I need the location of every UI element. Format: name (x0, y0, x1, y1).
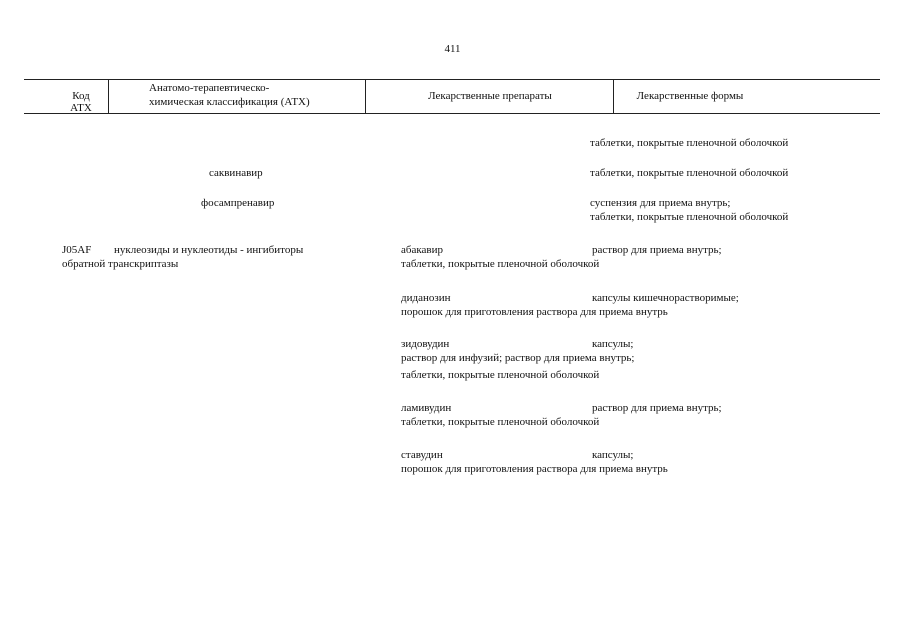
header-classification-line2: химическая классификация (АТХ) (149, 96, 310, 108)
continuation-form: таблетки, покрытые пленочной оболочкой (590, 137, 789, 149)
drug-name-saquinavir: саквинавир (209, 167, 263, 179)
header-divider-1 (108, 80, 109, 113)
drug-name-fosamprenavir: фосампренавир (201, 197, 275, 209)
drug-name-stavudine: ставудин (401, 449, 443, 461)
header-top-rule (24, 79, 880, 80)
header-forms: Лекарственные формы (636, 90, 744, 102)
drug-name-lamivudine: ламивудин (401, 402, 452, 414)
drug-name-abacavir: абакавир (401, 244, 444, 256)
page-number: 411 (444, 43, 461, 55)
drug-form-fosamprenavir-line1: суспензия для приема внутрь; (590, 197, 731, 209)
header-code-line2: АТХ (70, 102, 92, 114)
header-code-line1: Код (72, 90, 90, 102)
header-divider-3 (613, 80, 614, 113)
drug-form-zidovudine-line2: раствор для инфузий; раствор для приема внутрь; (401, 352, 635, 364)
drug-form-didanosine-line1: капсулы кишечнорастворимые; (592, 292, 739, 304)
drug-name-didanosine: диданозин (401, 292, 451, 304)
drug-form-didanosine-line2: порошок для приготовления раствора для приема внутрь (401, 306, 668, 318)
drug-form-fosamprenavir-line2: таблетки, покрытые пленочной оболочкой (590, 211, 789, 223)
header-bottom-rule (24, 113, 880, 114)
drug-form-stavudine-line1: капсулы; (592, 449, 634, 461)
header-classification-line1: Анатомо-терапевтическо- (149, 82, 270, 94)
header-divider-2 (365, 80, 366, 113)
drug-form-abacavir-line2: таблетки, покрытые пленочной оболочкой (401, 258, 600, 270)
group-name-line1: нуклеозиды и нуклеотиды - ингибиторы (114, 244, 304, 256)
header-drugs: Лекарственные препараты (428, 90, 552, 102)
drug-name-zidovudine: зидовудин (401, 338, 450, 350)
drug-form-zidovudine-line1: капсулы; (592, 338, 634, 350)
drug-form-lamivudine-line1: раствор для приема внутрь; (592, 402, 722, 414)
drug-form-lamivudine-line2: таблетки, покрытые пленочной оболочкой (401, 416, 600, 428)
group-name-line2: обратной транскриптазы (62, 258, 179, 270)
group-code: J05AF (62, 244, 92, 256)
drug-form-zidovudine-line3: таблетки, покрытые пленочной оболочкой (401, 369, 600, 381)
drug-form-stavudine-line2: порошок для приготовления раствора для приема внутрь (401, 463, 668, 475)
drug-form-saquinavir: таблетки, покрытые пленочной оболочкой (590, 167, 789, 179)
drug-form-abacavir-line1: раствор для приема внутрь; (592, 244, 722, 256)
